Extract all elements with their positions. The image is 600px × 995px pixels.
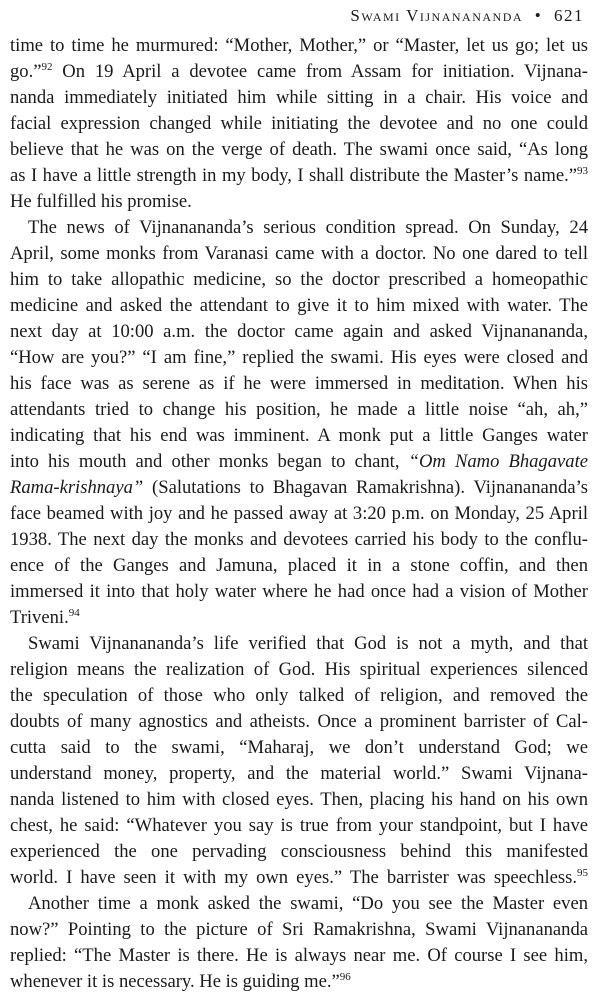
page-number: 621 — [554, 6, 584, 25]
text-line — [10, 189, 588, 215]
line-text: Swami Vijnanananda’s life verified that God is not a myth, and that — [28, 633, 588, 654]
text-line — [10, 137, 588, 163]
text-line — [10, 267, 588, 293]
line-text: believe that he was on the verge of death. The swami once said, “As long — [10, 139, 588, 160]
text-line — [10, 943, 588, 969]
line-text: doubts of many agnostics and atheists. Once a prominent barrister of Cal- — [10, 711, 588, 732]
text-line — [10, 891, 588, 917]
text-line — [10, 787, 588, 813]
line-text: ence of the Ganges and Jamuna, placed it in a stone coffin, and then — [10, 555, 588, 576]
text-line — [10, 735, 588, 761]
line-text: 1938. The next day the monks and devotees carried his body to the conflu- — [10, 529, 588, 550]
line-text: Another time a monk asked the swami, “Do you see the Master even — [28, 893, 588, 914]
line-text: face beamed with joy and he passed away at 3:20 p.m. on Monday, 25 April — [10, 503, 588, 524]
line-text: nanda listened to him with closed eyes. Then, placing his hand on his own — [10, 789, 588, 810]
line-text: him to take allopathic medicine, so the doctor prescribed a homeopathic — [10, 269, 588, 290]
footnote-marker: 96 — [339, 971, 351, 983]
line-text: cutta said to the swami, “Maharaj, we don’t understand God; we — [10, 737, 588, 758]
footnote-marker: 93 — [577, 165, 588, 177]
text-line — [10, 631, 588, 657]
footnote-marker: 94 — [68, 607, 80, 619]
line-text: as I have a little strength in my body, I shall distribute the Master’s name.” — [10, 165, 577, 186]
text-line — [10, 397, 588, 423]
text-line — [10, 163, 588, 189]
text-line — [10, 917, 588, 943]
running-header — [350, 6, 584, 26]
line-text: religion means the realization of God. His spiritual experiences silenced — [10, 659, 588, 680]
text-line — [10, 761, 588, 787]
footnote-marker: 95 — [577, 867, 588, 879]
text-line — [10, 813, 588, 839]
text-line — [10, 475, 588, 501]
line-text: facial expression changed while initiating the devotee and no one could — [10, 113, 588, 134]
text-line — [10, 605, 588, 631]
text-line — [10, 241, 588, 267]
line-text: Triveni. — [10, 607, 69, 628]
running-header-separator: • — [534, 6, 543, 25]
text-line — [10, 111, 588, 137]
text-line — [10, 449, 588, 475]
text-line — [10, 865, 588, 891]
text-line — [10, 839, 588, 865]
text-line — [10, 527, 588, 553]
line-text: chest, he said: “Whatever you say is true from your standpoint, but I have — [10, 815, 588, 836]
footnote-marker: 92 — [41, 61, 53, 73]
line-text: understand money, property, and the material world.” Swami Vijnana- — [10, 763, 588, 784]
text-line — [10, 85, 588, 111]
line-text: On 19 April a devotee came from Assam for initiation. Vijnana- — [52, 61, 588, 82]
line-text: experienced the one pervading consciousness behind this manifested — [10, 841, 588, 862]
text-line — [10, 423, 588, 449]
text-line — [10, 709, 588, 735]
line-text: replied: “The Master is there. He is always near me. Of course I see him, — [10, 945, 588, 966]
line-text: He fulfilled his promise. — [10, 191, 192, 212]
italic-phrase: Rama-krishnaya” — [10, 477, 144, 498]
text-line — [10, 371, 588, 397]
italic-phrase: “Om Namo Bhagavate — [408, 451, 588, 472]
line-text: the speculation of those who only talked of religion, and removed the — [10, 685, 588, 706]
text-line — [10, 683, 588, 709]
line-text: (Salutations to Bhagavan Ramakrishna). Vijnanananda’s — [143, 477, 588, 498]
line-text: medicine and asked the attendant to give it to him mixed with water. The — [10, 295, 588, 316]
line-text: nanda immediately initiated him while sitting in a chair. His voice and — [10, 87, 588, 108]
text-line — [10, 33, 588, 59]
text-line — [10, 553, 588, 579]
text-line — [10, 969, 588, 995]
line-text: whenever it is necessary. He is guiding me.” — [10, 971, 340, 992]
line-text: into his mouth and other monks began to chant, — [10, 451, 409, 472]
text-line — [10, 215, 588, 241]
line-text: “How are you?” “I am fine,” replied the swami. His eyes were closed and — [10, 347, 588, 368]
line-text: time to time he murmured: “Mother, Mother,” or “Master, let us go; let us — [10, 35, 588, 56]
line-text: next day at 10:00 a.m. the doctor came again and asked Vijnanananda, — [10, 321, 588, 342]
line-text: world. I have seen it with my own eyes.” The barrister was speechless. — [10, 867, 577, 888]
text-line — [10, 657, 588, 683]
line-text: April, some monks from Varanasi came with a doctor. No one dared to tell — [10, 243, 588, 264]
line-text: his face was as serene as if he were immersed in meditation. When his — [10, 373, 588, 394]
text-line — [10, 579, 588, 605]
text-line — [10, 501, 588, 527]
text-line — [10, 319, 588, 345]
text-line — [10, 59, 588, 85]
line-text: go.” — [10, 61, 42, 82]
text-line — [10, 293, 588, 319]
line-text: indicating that his end was imminent. A monk put a little Ganges water — [10, 425, 588, 446]
page-body-text — [10, 33, 588, 995]
text-line — [10, 345, 588, 371]
line-text: now?” Pointing to the picture of Sri Ramakrishna, Swami Vijnanananda — [10, 919, 588, 940]
running-header-title: Swami Vijnanananda — [350, 6, 524, 25]
line-text: attendants tried to change his position, he made a little noise “ah, ah,” — [10, 399, 588, 420]
line-text: immersed it into that holy water where he had once had a vision of Mother — [10, 581, 588, 602]
line-text: The news of Vijnanananda’s serious condition spread. On Sunday, 24 — [28, 217, 588, 238]
